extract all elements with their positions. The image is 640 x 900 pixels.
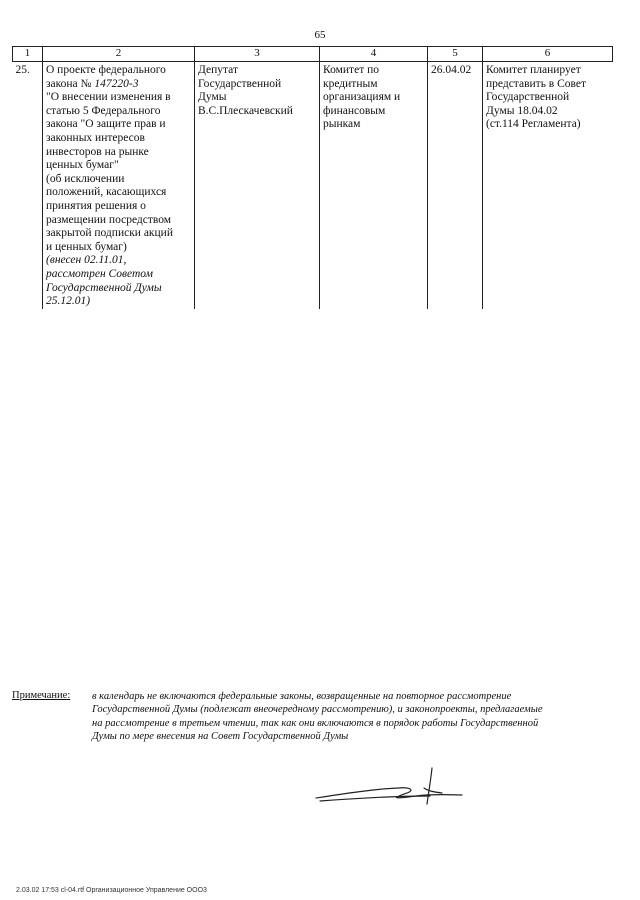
column-header-3: 3 (195, 47, 320, 62)
footnote-label: Примечание: (12, 690, 71, 701)
column-header-5: 5 (428, 47, 483, 62)
committee-line: финансовым (323, 104, 386, 117)
decision-cell (483, 62, 613, 309)
date-cell: 26.04.02 (428, 62, 483, 309)
author-cell (195, 62, 320, 309)
author-line: В.С.Плескачевский (198, 104, 293, 117)
bill-title-line: "О внесении изменения в (46, 91, 171, 104)
bill-status-line: Государственной Думы (46, 281, 162, 294)
bill-title-line: закрытой подписки акций (46, 227, 173, 240)
bill-status-line: (внесен 02.11.01, (46, 254, 127, 267)
bill-title-line: статью 5 Федерального (46, 104, 161, 117)
column-header-2: 2 (43, 47, 195, 62)
committee-line: рынкам (323, 118, 361, 131)
committee-line: кредитным (323, 77, 378, 90)
bill-title-line: размещении посредством (46, 213, 172, 226)
table-row (13, 62, 613, 309)
decision-line: представить в Совет (486, 77, 587, 90)
decision-line: Государственной (486, 91, 570, 104)
bill-title-line: законных интересов (46, 131, 145, 144)
bill-title-line: и ценных бумаг) (46, 240, 127, 253)
bill-title-line: ценных бумаг" (46, 159, 119, 172)
footnote-line: Государственной Думы (подлежат внеочередному рассмотрению), и законопроекты, предлагаемые (92, 704, 543, 716)
column-header-6: 6 (483, 47, 613, 62)
author-line: Государственной (198, 77, 282, 90)
author-line: Депутат (198, 64, 238, 76)
footnote-line: Думы по мере внесения на Совет Государственной Думы (92, 731, 349, 743)
committee-line: Комитет по (323, 64, 379, 76)
bill-title-line: положений, касающихся (46, 186, 167, 199)
footnote-line: на рассмотрение в третьем чтении, так как они включаются в порядок работы Государственной (92, 717, 539, 729)
bill-title-line: закона "О защите прав и (46, 118, 166, 131)
column-header-1: 1 (13, 47, 43, 62)
committee-line: организациям и (323, 91, 401, 104)
page-number: 65 (314, 29, 326, 41)
bill-title-line: (об исключении (46, 172, 125, 185)
bill-title-cell (43, 62, 195, 309)
row-number: 25. (15, 64, 30, 76)
bill-title-line: О проекте федерального (46, 64, 166, 76)
signature-icon (312, 762, 472, 807)
decision-line: Комитет планирует (486, 64, 581, 76)
decision-line: (ст.114 Регламента) (486, 118, 581, 131)
footnote-line: в календарь не включаются федеральные законы, возвращенные на повторное рассмотрение (92, 691, 512, 702)
bill-status-line: 25.12.01) (46, 295, 91, 308)
column-header-4: 4 (320, 47, 428, 62)
bill-title-text: закона № (46, 77, 95, 90)
decision-line: Думы 18.04.02 (486, 104, 558, 117)
bill-title-line: принятия решения о (46, 199, 146, 212)
footer-stamp: 2.03.02 17:53 cl-04.rtf Организационное Управление ООО3 (16, 887, 207, 894)
footnote-text (92, 690, 612, 744)
legislation-table (12, 46, 613, 309)
bill-title-line (46, 78, 191, 92)
table-header-row (13, 47, 613, 62)
bill-status-line: рассмотрен Советом (46, 267, 153, 280)
author-line: Думы (198, 91, 227, 104)
bill-number: 147220-3 (94, 77, 139, 90)
bill-title-line: инвесторов на рынке (46, 145, 149, 158)
committee-cell (320, 62, 428, 309)
